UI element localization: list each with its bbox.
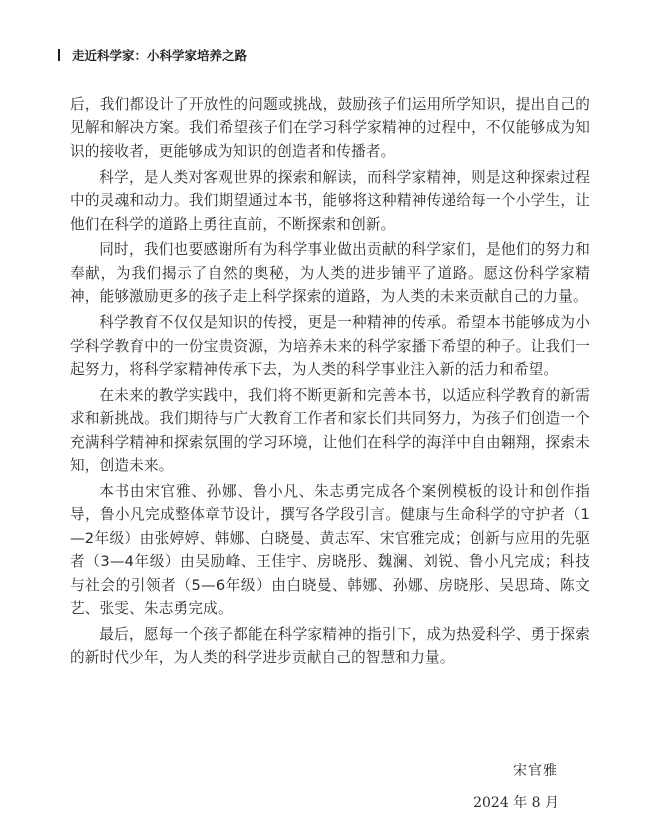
- paragraph-continued: 后，我们都设计了开放性的问题或挑战，鼓励孩子们运用所学知识，提出自己的见解和解决方案。我们希望孩子们在学习科学家精神的过程中，不仅能够成为知识的接收者，更能够成为知识的创造者和传播者。: [70, 96, 590, 160]
- paragraph: 科学，是人类对客观世界的探索和解读，而科学家精神，则是这种探索过程中的灵魂和动力。我们期望通过本书，能够将这种精神传递给每一个小学生，让他们在科学的道路上勇往直前，不断探索和创新。: [70, 168, 590, 233]
- paragraph: 最后，愿每一个孩子都能在科学家精神的指引下，成为热爱科学、勇于探索的新时代少年，为人类的科学进步贡献自己的智慧和力量。: [70, 625, 590, 667]
- paragraph: 在未来的教学实践中，我们将不断更新和完善本书，以适应科学教育的新需求和新挑战。我们期待与广大教育工作者和家长们共同努力，为孩子们创造一个充满科学精神和探索氛围的学习环境，让他们在科学的海洋中自由翱翔，探索未知，创造未来。: [70, 386, 590, 475]
- paragraph: 科学教育不仅仅是知识的传授，更是一种精神的传承。希望本书能够成为小学科学教育中的一份宝贵资源，为培养未来的科学家播下希望的种子。让我们一起努力，将科学家精神传承下去，为人类的科学事业注入新的活力和希望。: [70, 314, 590, 378]
- paragraph: 同时，我们也要感谢所有为科学事业做出贡献的科学家们，是他们的努力和奉献，为我们揭示了自然的奥秘，为人类的进步铺平了道路。愿这份科学家精神，能够激励更多的孩子走上科学探索的道路，为人类的未来贡献自己的力量。: [70, 241, 590, 306]
- header-divider-bar: [58, 49, 60, 61]
- author-name: 宋官雅: [513, 763, 558, 779]
- signature-block: [473, 760, 558, 814]
- header-title: 走近科学家：小科学家培养之路: [72, 48, 248, 63]
- paragraph: 本书由宋官雅、孙娜、鲁小凡、朱志勇完成各个案例模板的设计和创作指导，鲁小凡完成整体章节设计，撰写各学段引言。健康与生命科学的守护者（1—2年级）由张婷婷、韩娜、白晓曼、黄志军、宋官雅完成；创新与应用的先驱者（3—4年级）由吴励峰、王佳宇、房晓彤、魏澜、刘锐、鲁小凡完成；科技与社会的引领者（5—6年级）由白晓曼、韩娜、孙娜、房晓彤、吴思琦、陈文艺、张雯、朱志勇完成。: [70, 483, 590, 618]
- running-header: [58, 46, 247, 64]
- document-body: [70, 93, 590, 672]
- signature-date: 2024 年 8 月: [473, 795, 559, 811]
